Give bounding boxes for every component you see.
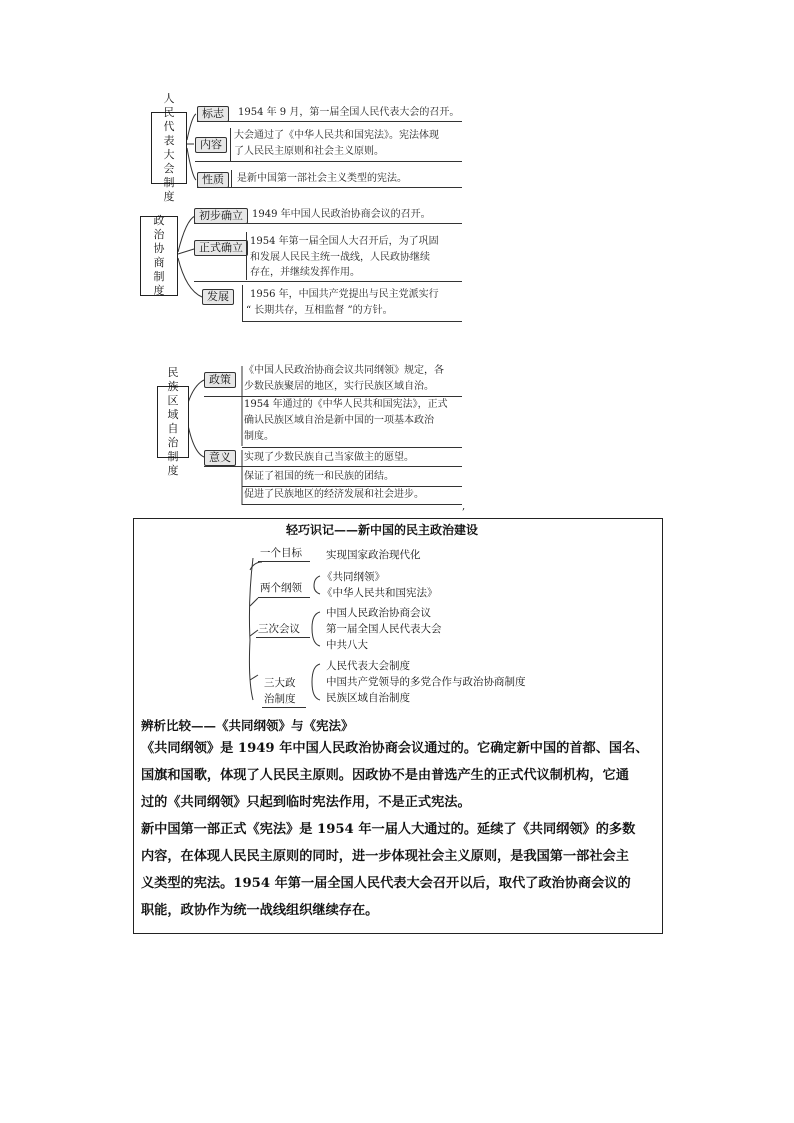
branch-label-gangling: 两个纲领 — [260, 582, 302, 594]
row-fazhan-line2: “ 长期共存，互相监督 ”的方针。 — [246, 305, 393, 316]
zhengce-item2-line2: 确认民族区域自治是新中国的一项基本政治 — [244, 415, 434, 426]
tag-zhengshiqueli: 正式确立 — [194, 240, 248, 256]
branch-item: 人民代表大会制度 — [326, 660, 410, 672]
zhengce-item1-line1: 《中国人民政治协商会议共同纲领》规定，各 — [244, 365, 444, 376]
para1-line2: 国旗和国歌，体现了人民民主原则。因政协不是由普选产生的正式代议制机构，它通 — [141, 768, 629, 783]
underline — [197, 121, 462, 122]
branch-item: 中国人民政治协商会议 — [326, 607, 431, 619]
para1-line1: 《共同纲领》是 1949 年中国人民政治协商会议通过的。它确定新中国的首都、国名、 — [141, 741, 649, 756]
section1-title-box — [151, 92, 187, 203]
row-xingzhi-text: 是新中国第一部社会主义类型的宪法。 — [237, 173, 407, 184]
yiyi-item1: 实现了少数民族自己当家做主的愿望。 — [244, 452, 414, 463]
underline — [242, 447, 462, 448]
underline — [195, 161, 462, 162]
tag-chubuqueli: 初步确立 — [194, 208, 248, 224]
underline — [204, 466, 462, 467]
divider — [246, 232, 247, 280]
row-chubu-text: 1949 年中国人民政治协商会议的召开。 — [252, 209, 431, 220]
underline — [262, 707, 306, 708]
tag-yiyi: 意义 — [204, 450, 236, 466]
para2-line4: 职能，政协作为统一战线组织继续存在。 — [141, 903, 379, 918]
branch-label-mubiao: 一个目标 — [260, 547, 302, 559]
para2-line1: 新中国第一部正式《宪法》是 1954 年一届人大通过的。延续了《共同纲领》的多数 — [141, 822, 636, 837]
branch-label-zhidu-2: 治制度 — [264, 693, 296, 705]
section3-title-box — [157, 366, 189, 477]
divider — [230, 128, 231, 161]
section2-title: 政治协商制度 — [153, 214, 165, 297]
branch-item: 中共八大 — [326, 639, 368, 651]
underline — [194, 223, 462, 224]
branch-item: 《共同纲领》 — [322, 571, 385, 583]
divider — [231, 170, 232, 187]
row-zhengshi-line2: 和发展人民民主统一战线，人民政协继续 — [250, 252, 430, 263]
branch-item: 《中华人民共和国宪法》 — [322, 587, 438, 599]
compare-title: 辨析比较——《共同纲领》与《宪法》 — [141, 718, 354, 733]
tag-xingzhi: 性质 — [197, 172, 229, 188]
para2-line2: 内容，在体现人民民主原则的同时，进一步体现社会主义原则，是我国第一部社会主 — [141, 849, 629, 864]
row-biaozhi-text: 1954 年 9 月，第一届全国人民代表大会的召开。 — [238, 107, 460, 118]
section2-title-box — [140, 216, 178, 296]
row-zhengshi-line3: 存在，并继续发挥作用。 — [250, 267, 360, 278]
underline — [242, 321, 462, 322]
section3-title: 民族区域自治制度 — [167, 366, 179, 477]
tag-fazhan: 发展 — [202, 289, 234, 305]
zhengce-item2-line3: 制度。 — [244, 431, 274, 442]
branch-item: 实现国家政治现代化 — [326, 549, 421, 561]
underline — [242, 504, 462, 505]
tag-zhengce: 政策 — [204, 372, 236, 388]
yiyi-item2: 保证了祖国的统一和民族的团结。 — [244, 471, 394, 482]
trailing-comma: , — [462, 501, 466, 512]
underline — [242, 486, 462, 487]
branch-label-zhidu-1: 三大政 — [264, 677, 296, 689]
tag-neirong: 内容 — [195, 137, 227, 153]
zhengce-item1-line2: 少数民族聚居的地区，实行民族区域自治。 — [244, 381, 434, 392]
para2-line3: 义类型的宪法。1954 年第一届全国人民代表大会召开以后，取代了政治协商会议的 — [141, 876, 631, 891]
divider — [242, 285, 243, 321]
row-neirong-line2: 了人民民主原则和社会主义原则。 — [234, 146, 384, 157]
underline — [204, 396, 462, 397]
row-zhengshi-line1: 1954 年第一届全国人大召开后，为了巩固 — [250, 236, 439, 247]
branch-item: 中国共产党领导的多党合作与政治协商制度 — [326, 676, 526, 688]
branch-item: 第一届全国人民代表大会 — [326, 623, 442, 635]
yiyi-item3: 促进了民族地区的经济发展和社会进步。 — [244, 489, 424, 500]
underline — [258, 561, 310, 562]
tag-biaozhi: 标志 — [197, 106, 229, 122]
underline — [194, 281, 462, 282]
row-fazhan-line1: 1956 年，中国共产党提出与民主党派实行 — [250, 289, 439, 300]
underline — [197, 187, 462, 188]
row-neirong-line1: 大会通过了《中华人民共和国宪法》。宪法体现 — [234, 130, 439, 141]
branch-item: 民族区域自治制度 — [326, 692, 410, 704]
branch-label-huiyi: 三次会议 — [258, 623, 300, 635]
zhengce-item2-line1: 1954 年通过的《中华人民共和国宪法》，正式 — [244, 399, 448, 410]
para1-line3: 过的《共同纲领》只起到临时宪法作用，不是正式宪法。 — [141, 795, 471, 810]
underline — [256, 637, 310, 638]
memory-title: 轻巧识记——新中国的民主政治建设 — [286, 523, 479, 537]
section1-title: 人民代表大会制度 — [163, 92, 175, 203]
underline — [258, 597, 310, 598]
